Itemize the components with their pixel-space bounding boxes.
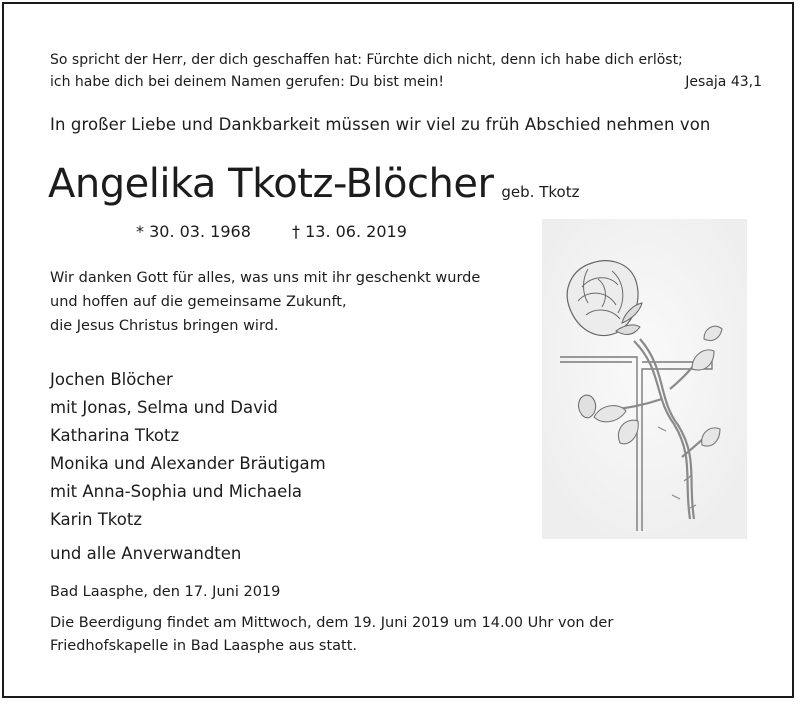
birth-name: geb. Tkotz [501,183,580,201]
thanks-line-3: die Jesus Christus bringen wird. [50,318,279,334]
verse-reference: Jesaja 43,1 [685,74,762,90]
cross-with-rose-icon [542,219,747,539]
mourner-entry: mit Anna-Sophia und Michaela [50,482,303,501]
mourner-entry: Katharina Tkotz [50,426,180,445]
mourner-entry: mit Jonas, Selma und David [50,398,278,417]
verse-line-2: ich habe dich bei deinem Namen gerufen: Du bist mein! [50,74,444,90]
verse-line-1: So spricht der Herr, der dich geschaffen hat: Fürchte dich nicht, denn ich habe dich erlöst; [50,52,683,68]
bible-verse [50,49,762,93]
deceased-name: Angelika Tkotz-Blöcher [48,161,494,207]
death-date: † 13. 06. 2019 [292,222,407,241]
mourner-entry: Monika und Alexander Bräutigam [50,454,326,473]
thanks-line-2: und hoffen auf die gemeinsame Zukunft, [50,294,347,310]
birth-date: * 30. 03. 1968 [136,222,251,241]
mourners-list [50,366,326,568]
mourner-entry: und alle Anverwandten [50,544,242,563]
funeral-line-2: Friedhofskapelle in Bad Laasphe aus statt. [50,638,358,654]
thanks-line-1: Wir danken Gott für alles, was uns mit ihr geschenkt wurde [50,270,481,286]
funeral-line-1: Die Beerdigung findet am Mittwoch, dem 19. Juni 2019 um 14.00 Uhr von der [50,615,614,631]
deceased-name-line [48,161,579,207]
intro-text: In großer Liebe und Dankbarkeit müssen wir viel zu früh Abschied nehmen von [50,115,711,134]
place-and-date: Bad Laasphe, den 17. Juni 2019 [50,584,281,600]
funeral-notice [50,612,670,658]
mourner-entry: Karin Tkotz [50,510,142,529]
mourner-entry: Jochen Blöcher [50,370,173,389]
thanks-text [50,266,480,338]
obituary-frame [2,2,794,698]
